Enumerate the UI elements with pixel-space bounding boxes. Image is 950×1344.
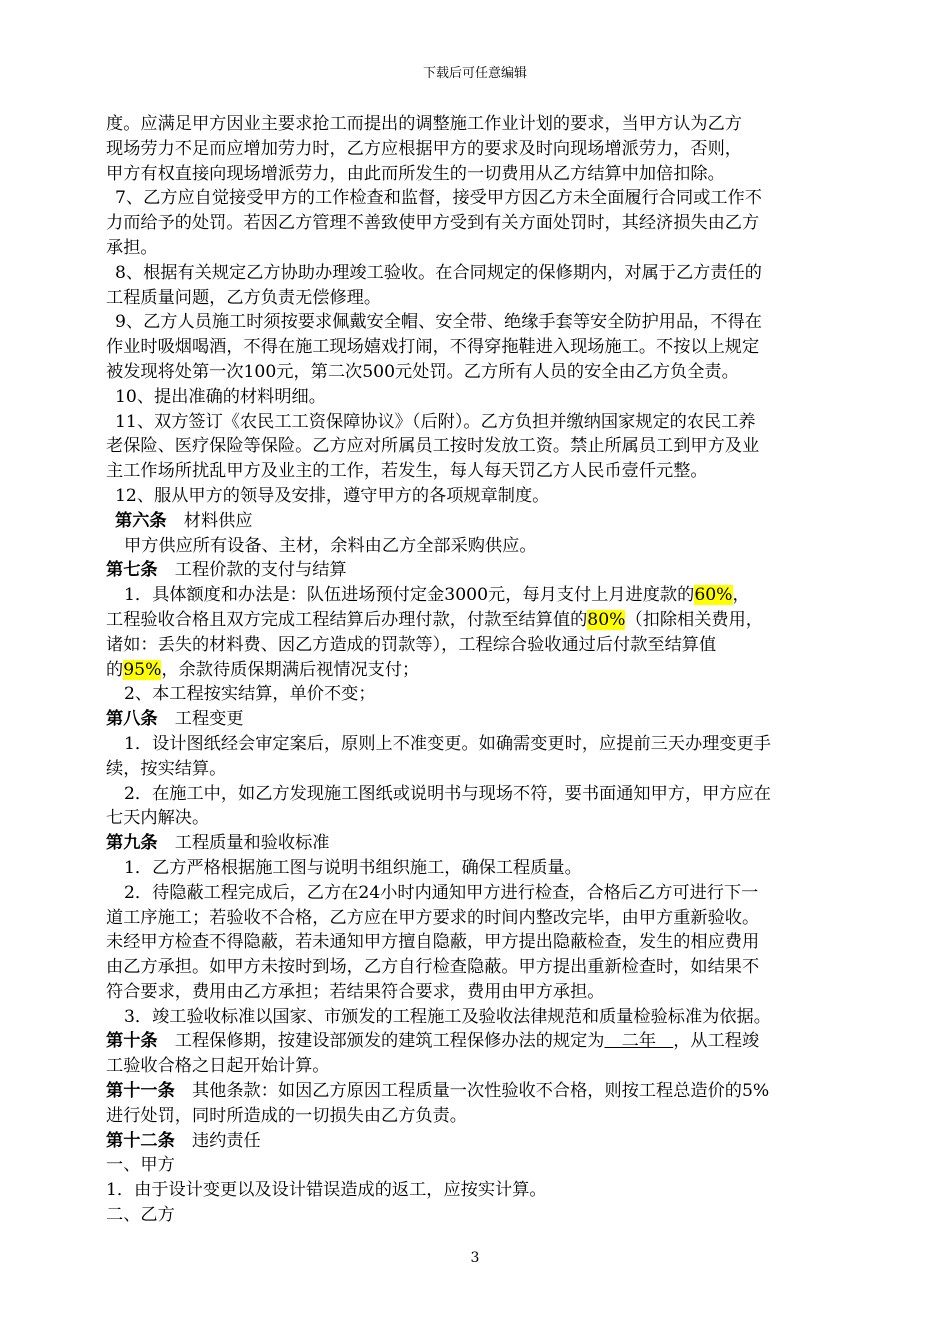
document-line xyxy=(106,137,851,162)
line-text: 由乙方承担。如甲方未按时到场，乙方自行检查隐蔽。甲方提出重新检查时，如结果不 xyxy=(106,957,760,978)
underlined-term: 二年 xyxy=(604,1031,674,1052)
line-text: 力而给予的处罚。若因乙方管理不善致使甲方受到有关方面处罚时，其经济损失由乙方 xyxy=(106,213,760,234)
line-text: 续，按实结算。 xyxy=(106,758,227,779)
document-line xyxy=(106,930,851,955)
highlighted-percent: 60% xyxy=(694,585,733,606)
line-text: 主工作场所扰乱甲方及业主的工作，若发生，每人每天罚乙方人民币壹仟元整。 xyxy=(106,461,708,482)
document-line xyxy=(106,1129,851,1154)
document-line xyxy=(106,658,851,683)
document-line xyxy=(106,806,851,831)
document-line xyxy=(106,162,851,187)
document-line xyxy=(106,955,851,980)
document-line xyxy=(106,484,851,509)
document-line xyxy=(106,1178,851,1203)
line-text: 11、双方签订《农民工工资保障协议》（后附）。乙方负担并缴纳国家规定的农民工养 xyxy=(115,411,756,432)
line-text: 8、根据有关规定乙方协助办理竣工验收。在合同规定的保修期内，对属于乙方责任的 xyxy=(115,262,762,283)
line-text: 甲方供应所有设备、主材，余料由乙方全部采购供应。 xyxy=(124,535,537,556)
document-line xyxy=(106,881,851,906)
document-line xyxy=(106,856,851,881)
line-text: 进行处罚，同时所造成的一切损失由乙方负责。 xyxy=(106,1105,467,1126)
line-text: 被发现将处第一次100元，第二次500元处罚。乙方所有人员的安全由乙方负全责。 xyxy=(106,361,739,382)
line-text: 七天内解决。 xyxy=(106,808,210,829)
article-heading: 第七条 xyxy=(106,560,158,581)
line-text: ，余款待质保期满后视情况支付； xyxy=(161,659,420,680)
line-text: 7、乙方应自觉接受甲方的工作检查和监督，接受甲方因乙方未全面履行合同或工作不 xyxy=(115,188,762,209)
line-text: 1．乙方严格根据施工图与说明书组织施工，确保工程质量。 xyxy=(124,857,582,878)
document-line xyxy=(106,211,851,236)
line-text: 12、服从甲方的领导及安排，遵守甲方的各项规章制度。 xyxy=(115,485,550,506)
document-line xyxy=(106,335,851,360)
article-heading: 第八条 xyxy=(106,709,158,730)
document-line xyxy=(106,112,851,137)
line-text: 二、乙方 xyxy=(106,1205,175,1226)
document-line xyxy=(106,410,851,435)
line-text: 工程质量和验收标准 xyxy=(157,833,330,854)
line-text: 10、提出准确的材料明细。 xyxy=(115,386,326,407)
document-line xyxy=(106,509,851,534)
line-text: ，从工程竣 xyxy=(673,1031,760,1052)
document-line xyxy=(106,1054,851,1079)
document-line xyxy=(106,1029,851,1054)
line-text: 违约责任 xyxy=(174,1130,261,1151)
line-text: 未经甲方检查不得隐蔽，若未通知甲方擅自隐蔽，甲方提出隐蔽检查，发生的相应费用 xyxy=(106,932,760,953)
line-text: 度。应满足甲方因业主要求抢工而提出的调整施工作业计划的要求，当甲方认为乙方 xyxy=(106,114,742,134)
page-number: 3 xyxy=(470,1250,480,1266)
document-line xyxy=(106,558,851,583)
line-text: 材料供应 xyxy=(166,510,253,531)
document-line xyxy=(106,831,851,856)
document-line xyxy=(106,286,851,311)
line-text: 工验收合格之日起开始计算。 xyxy=(106,1056,330,1077)
document-line xyxy=(106,360,851,385)
line-text: 3．竣工验收标准以国家、市颁发的工程施工及验收法律规范和质量检验标准为依据。 xyxy=(124,1006,771,1027)
line-text: 符合要求，费用由乙方承担；若结果符合要求，费用由甲方承担。 xyxy=(106,981,605,1002)
line-text: 现场劳力不足而应增加劳力时，乙方应根据甲方的要求及时向现场增派劳力，否则， xyxy=(106,138,742,159)
highlighted-percent: 80% xyxy=(587,609,626,630)
document-line xyxy=(106,682,851,707)
line-text: 9、乙方人员施工时须按要求佩戴安全帽、安全带、绝缘手套等安全防护用品，不得在 xyxy=(115,312,762,333)
document-line xyxy=(106,1104,851,1129)
article-heading: 第十一条 xyxy=(106,1081,175,1102)
document-line xyxy=(106,534,851,559)
document-line xyxy=(106,1079,851,1104)
line-text: 作业时吸烟喝酒，不得在施工现场嬉戏打闹，不得穿拖鞋进入现场施工。不按以上规定 xyxy=(106,337,760,358)
line-text: 工程验收合格且双方完成工程结算后办理付款，付款至结算值的 xyxy=(106,609,588,630)
line-text: 工程保修期，按建设部颁发的建筑工程保修办法的规定为 xyxy=(157,1031,605,1052)
line-text: （扣除相关费用， xyxy=(625,609,763,630)
document-line xyxy=(106,1203,851,1228)
line-text: 诸如：丢失的材料费、因乙方造成的罚款等），工程综合验收通过后付款至结算值 xyxy=(106,634,717,655)
line-text: 道工序施工；若验收不合格，乙方应在甲方要求的时间内整改完毕，由甲方重新验收。 xyxy=(106,907,760,928)
line-text: 1．由于设计变更以及设计错误造成的返工，应按实计算。 xyxy=(106,1180,547,1201)
document-line xyxy=(106,186,851,211)
line-text: 承担。 xyxy=(106,237,158,258)
document-line xyxy=(106,782,851,807)
line-text: 工程价款的支付与结算 xyxy=(157,560,347,581)
line-text: 2．待隐蔽工程完成后，乙方在24小时内通知甲方进行检查，合格后乙方可进行下一 xyxy=(124,882,759,903)
line-text: 2．在施工中，如乙方发现施工图纸或说明书与现场不符，要书面通知甲方，甲方应在 xyxy=(124,783,771,804)
highlighted-percent: 95% xyxy=(123,659,162,680)
line-text: 工程质量问题，乙方负责无偿修理。 xyxy=(106,287,382,308)
document-line xyxy=(106,732,851,757)
document-line xyxy=(106,434,851,459)
line-text: 其他条款：如因乙方原因工程质量一次性验收不合格，则按工程总造价的5% xyxy=(174,1081,770,1102)
article-heading: 第十条 xyxy=(106,1031,158,1052)
line-text: 工程变更 xyxy=(157,709,244,730)
document-line xyxy=(106,1153,851,1178)
page-header: 下载后可任意编辑 xyxy=(422,66,527,81)
document-line xyxy=(106,459,851,484)
document-line xyxy=(106,608,851,633)
document-line xyxy=(106,1005,851,1030)
article-heading: 第六条 xyxy=(115,510,167,531)
document-line xyxy=(106,583,851,608)
document-line xyxy=(106,385,851,410)
document-line xyxy=(106,906,851,931)
line-text: ， xyxy=(732,585,750,606)
line-text: 一、甲方 xyxy=(106,1155,175,1176)
document-line xyxy=(106,633,851,658)
line-text: 1．具体额度和办法是：队伍进场预付定金3000元，每月支付上月进度款的 xyxy=(124,585,695,606)
article-heading: 第九条 xyxy=(106,833,158,854)
document-line xyxy=(106,261,851,286)
line-text: 的 xyxy=(106,659,124,680)
line-text: 2、本工程按实结算，单价不变； xyxy=(124,684,376,705)
document-line xyxy=(106,310,851,335)
article-heading: 第十二条 xyxy=(106,1130,175,1151)
line-text: 1．设计图纸经会审定案后，原则上不准变更。如确需变更时，应提前三天办理变更手 xyxy=(124,733,771,754)
document-body xyxy=(106,112,851,1228)
document-line xyxy=(106,980,851,1005)
document-line xyxy=(106,707,851,732)
line-text: 老保险、医疗保险等保险。乙方应对所属员工按时发放工资。禁止所属员工到甲方及业 xyxy=(106,436,760,457)
line-text: 甲方有权直接向现场增派劳力，由此而所发生的一切费用从乙方结算中加倍扣除。 xyxy=(106,163,725,184)
document-line xyxy=(106,236,851,261)
document-line xyxy=(106,757,851,782)
